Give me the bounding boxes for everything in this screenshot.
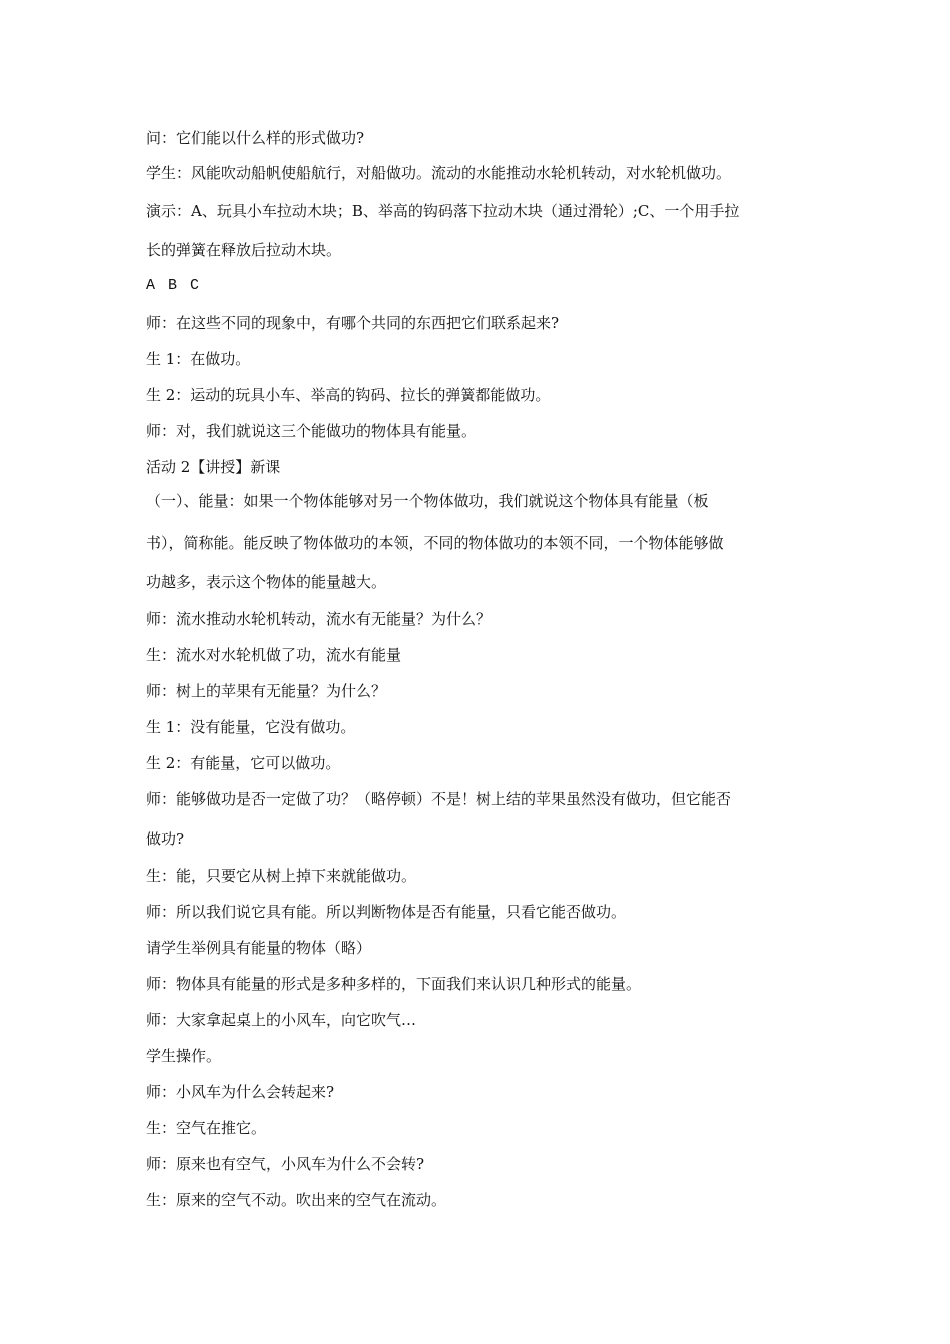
text-line: 师：物体具有能量的形式是多种多样的，下面我们来认识几种形式的能量。: [146, 975, 642, 993]
text-line: 生 1：在做功。: [146, 350, 251, 368]
text-line: 长的弹簧在释放后拉动木块。: [146, 241, 342, 259]
section-heading: 活动 2【讲授】新课: [146, 458, 281, 476]
text-line: 生 2：运动的玩具小车、举高的钩码、拉长的弹簧都能做功。: [146, 386, 551, 404]
text-line: 功越多，表示这个物体的能量越大。: [146, 573, 387, 591]
text-line: 问：它们能以什么样的形式做功?: [146, 129, 365, 147]
text-line: 生：能，只要它从树上掉下来就能做功。: [146, 867, 417, 885]
text-line: 师：能够做功是否一定做了功？（略停顿）不是！树上结的苹果虽然没有做功，但它能否: [146, 790, 732, 808]
text-line: 做功?: [146, 830, 185, 848]
text-line: 师：原来也有空气，小风车为什么不会转?: [146, 1155, 425, 1173]
text-line: 生 2：有能量，它可以做功。: [146, 754, 341, 772]
text-line: 师：在这些不同的现象中，有哪个共同的东西把它们联系起来?: [146, 314, 560, 332]
text-line: 师：小风车为什么会转起来?: [146, 1083, 335, 1101]
text-line: A B C: [146, 277, 202, 294]
text-line: 生：原来的空气不动。吹出来的空气在流动。: [146, 1191, 447, 1209]
text-line: 生：流水对水轮机做了功，流水有能量: [146, 646, 402, 664]
text-line: 生：空气在推它。: [146, 1119, 267, 1137]
text-line: 师：流水推动水轮机转动，流水有无能量？为什么？: [146, 610, 492, 628]
text-line: 生 1：没有能量，它没有做功。: [146, 718, 356, 736]
text-line: 演示：A、玩具小车拉动木块；B、举高的钩码落下拉动木块（通过滑轮）;C、一个用手拉: [146, 202, 740, 220]
text-line: 学生操作。: [146, 1047, 222, 1065]
text-line: 请学生举例具有能量的物体（略）: [146, 939, 372, 957]
text-line: （一）、能量：如果一个物体能够对另一个物体做功，我们就说这个物体具有能量（板: [146, 492, 709, 510]
text-line: 书），简称能。能反映了物体做功的本领，不同的物体做功的本领不同，一个物体能够做: [146, 534, 724, 552]
text-line: 师：大家拿起桌上的小风车，向它吹气…: [146, 1011, 417, 1029]
text-line: 师：所以我们说它具有能。所以判断物体是否有能量，只看它能否做功。: [146, 903, 627, 921]
text-line: 师：树上的苹果有无能量？为什么？: [146, 682, 387, 700]
text-line: 师：对，我们就说这三个能做功的物体具有能量。: [146, 422, 477, 440]
text-line: 学生：风能吹动船帆使船航行，对船做功。流动的水能推动水轮机转动，对水轮机做功。: [146, 164, 732, 182]
